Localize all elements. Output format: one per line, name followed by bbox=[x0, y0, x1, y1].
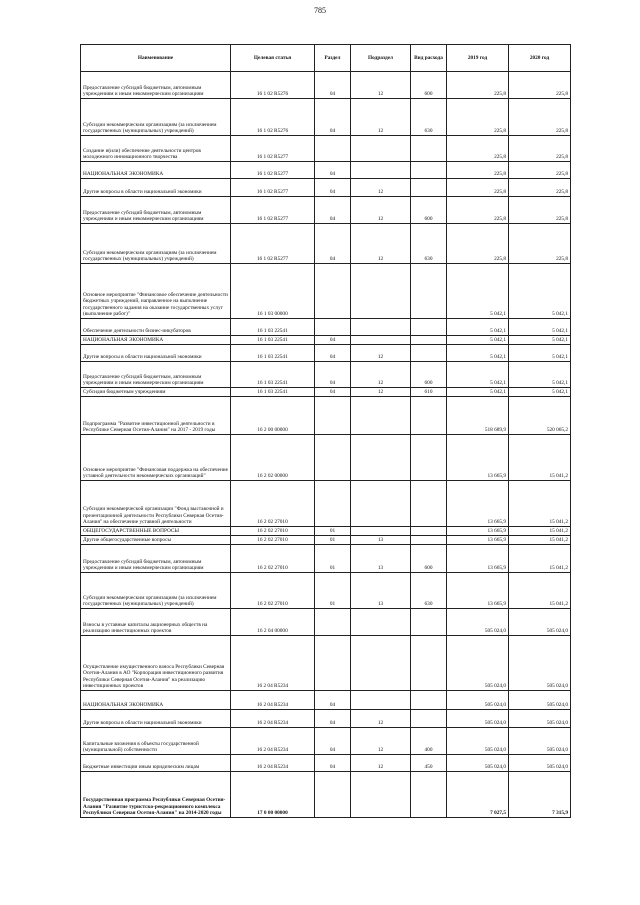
cell-name: НАЦИОНАЛЬНАЯ ЭКОНОМИКА bbox=[81, 336, 231, 345]
cell-section bbox=[315, 319, 351, 336]
cell-expense-type: 600 bbox=[411, 362, 447, 388]
cell-name: Взносы в уставные капиталы акционерных обществ на реализацию инвестиционных проектов bbox=[81, 609, 231, 636]
cell-name: Субсидии некоммерческим организациям (за исключением государственных (муниципальных) учреждений) bbox=[81, 573, 231, 609]
cell-2020: 225,8 bbox=[509, 99, 571, 136]
cell-2020: 5 042,1 bbox=[509, 319, 571, 336]
cell-subsection: 12 bbox=[351, 99, 411, 136]
cell-subsection bbox=[351, 527, 411, 536]
cell-target-article: 16 2 02 27010 bbox=[231, 573, 315, 609]
cell-section: 04 bbox=[315, 224, 351, 264]
header-name: Наименование bbox=[81, 45, 231, 72]
table-row bbox=[81, 397, 571, 435]
cell-subsection bbox=[351, 336, 411, 345]
cell-2020: 15 041,2 bbox=[509, 527, 571, 536]
cell-2019: 13 665,9 bbox=[447, 435, 509, 481]
cell-subsection: 13 bbox=[351, 545, 411, 573]
cell-2020: 15 041,2 bbox=[509, 545, 571, 573]
cell-target-article: 16 1 03 00000 bbox=[231, 264, 315, 319]
cell-expense-type bbox=[411, 636, 447, 691]
cell-section: 04 bbox=[315, 162, 351, 179]
cell-2019: 225,8 bbox=[447, 162, 509, 179]
cell-subsection bbox=[351, 136, 411, 162]
budget-table bbox=[80, 44, 571, 818]
cell-name: Другие общегосударственные вопросы bbox=[81, 536, 231, 545]
cell-subsection: 12 bbox=[351, 728, 411, 755]
cell-name: Субсидии некоммерческим организациям (за исключением государственных (муниципальных) учреждений) bbox=[81, 99, 231, 136]
table-row bbox=[81, 481, 571, 527]
cell-section: 04 bbox=[315, 728, 351, 755]
cell-expense-type: 600 bbox=[411, 72, 447, 99]
cell-target-article: 16 1 02 R5277 bbox=[231, 224, 315, 264]
cell-2019: 505 024,0 bbox=[447, 728, 509, 755]
cell-target-article: 16 1 03 22541 bbox=[231, 388, 315, 397]
cell-2019: 225,8 bbox=[447, 197, 509, 224]
cell-expense-type bbox=[411, 162, 447, 179]
cell-name: Предоставление субсидий бюджетным, автономным учреждениям и иным некоммерческим организациям bbox=[81, 545, 231, 573]
cell-name: Предоставление субсидий бюджетным, автономным учреждениям и иным некоммерческим организациям bbox=[81, 362, 231, 388]
cell-2020: 15 041,2 bbox=[509, 536, 571, 545]
cell-expense-type bbox=[411, 710, 447, 728]
cell-subsection: 12 bbox=[351, 179, 411, 197]
cell-target-article: 16 2 02 00000 bbox=[231, 435, 315, 481]
cell-section bbox=[315, 636, 351, 691]
cell-target-article: 16 1 02 R5276 bbox=[231, 72, 315, 99]
cell-subsection: 12 bbox=[351, 224, 411, 264]
cell-2019: 505 024,0 bbox=[447, 691, 509, 710]
cell-section: 04 bbox=[315, 197, 351, 224]
cell-2020: 5 042,1 bbox=[509, 388, 571, 397]
cell-2020: 225,8 bbox=[509, 224, 571, 264]
cell-subsection bbox=[351, 691, 411, 710]
table-row bbox=[81, 609, 571, 636]
cell-target-article: 16 2 02 27010 bbox=[231, 527, 315, 536]
table-row bbox=[81, 72, 571, 99]
table-row bbox=[81, 362, 571, 388]
cell-target-article: 16 2 00 00000 bbox=[231, 397, 315, 435]
cell-subsection: 12 bbox=[351, 72, 411, 99]
cell-2019: 13 665,9 bbox=[447, 573, 509, 609]
cell-expense-type bbox=[411, 691, 447, 710]
cell-subsection bbox=[351, 162, 411, 179]
cell-section bbox=[315, 136, 351, 162]
cell-section bbox=[315, 772, 351, 818]
cell-section: 01 bbox=[315, 545, 351, 573]
cell-section: 04 bbox=[315, 336, 351, 345]
cell-2020: 5 042,1 bbox=[509, 336, 571, 345]
cell-2019: 13 665,9 bbox=[447, 481, 509, 527]
cell-2020: 505 024,0 bbox=[509, 609, 571, 636]
cell-expense-type bbox=[411, 527, 447, 536]
cell-2019: 13 665,9 bbox=[447, 536, 509, 545]
cell-2020: 225,8 bbox=[509, 72, 571, 99]
cell-name: Обеспечение деятельности бизнес-инкубаторов bbox=[81, 319, 231, 336]
cell-expense-type: 630 bbox=[411, 224, 447, 264]
cell-section: 04 bbox=[315, 710, 351, 728]
cell-2019: 13 665,9 bbox=[447, 527, 509, 536]
table-row bbox=[81, 691, 571, 710]
table-row bbox=[81, 710, 571, 728]
cell-2019: 505 024,0 bbox=[447, 710, 509, 728]
cell-name: Субсидии некоммерческой организации "Фонд выставочной и презентационной деятельности Республики Северная Осетия-Алания" на обеспечение уставной деятельности bbox=[81, 481, 231, 527]
table-row bbox=[81, 136, 571, 162]
cell-expense-type bbox=[411, 136, 447, 162]
cell-name: Основное мероприятие "Финансовое обеспечение деятельности бюджетных учреждений, направленное на выполнение государственного задания на оказание государственных услуг (выполнение работ)" bbox=[81, 264, 231, 319]
table-row bbox=[81, 388, 571, 397]
cell-expense-type bbox=[411, 435, 447, 481]
cell-section: 04 bbox=[315, 72, 351, 99]
table-row bbox=[81, 545, 571, 573]
table-row bbox=[81, 573, 571, 609]
cell-2020: 225,8 bbox=[509, 197, 571, 224]
cell-2019: 7 027,5 bbox=[447, 772, 509, 818]
cell-2019: 225,8 bbox=[447, 136, 509, 162]
cell-2019: 225,8 bbox=[447, 179, 509, 197]
cell-section: 04 bbox=[315, 99, 351, 136]
cell-target-article: 16 2 02 27010 bbox=[231, 536, 315, 545]
cell-name: Осуществление имущественного взноса Республики Северная Осетия-Алания в АО "Корпорация инвестиционного развития Республики Северная Осетия-Алания" на реализацию инвестиционных проектов bbox=[81, 636, 231, 691]
cell-2019: 5 042,1 bbox=[447, 336, 509, 345]
cell-2019: 5 042,1 bbox=[447, 319, 509, 336]
table-row bbox=[81, 755, 571, 772]
cell-2019: 5 042,1 bbox=[447, 264, 509, 319]
table-row bbox=[81, 264, 571, 319]
cell-name: Основное мероприятие "Финансовая поддержка на обеспечение уставной деятельности некоммерческих организаций" bbox=[81, 435, 231, 481]
cell-2019: 505 024,0 bbox=[447, 755, 509, 772]
cell-2019: 225,8 bbox=[447, 99, 509, 136]
cell-target-article: 16 2 02 27010 bbox=[231, 481, 315, 527]
cell-name: Другие вопросы в области национальной экономики bbox=[81, 179, 231, 197]
cell-section: 04 bbox=[315, 362, 351, 388]
cell-2020: 520 065,2 bbox=[509, 397, 571, 435]
cell-section bbox=[315, 609, 351, 636]
cell-target-article: 16 1 03 22541 bbox=[231, 362, 315, 388]
cell-2019: 5 042,1 bbox=[447, 388, 509, 397]
cell-expense-type bbox=[411, 609, 447, 636]
cell-subsection bbox=[351, 319, 411, 336]
cell-subsection bbox=[351, 264, 411, 319]
cell-2020: 505 024,0 bbox=[509, 636, 571, 691]
cell-subsection: 12 bbox=[351, 755, 411, 772]
cell-name: НАЦИОНАЛЬНАЯ ЭКОНОМИКА bbox=[81, 162, 231, 179]
header-expense-type: Вид расхода bbox=[411, 45, 447, 72]
cell-name: Создание и(или) обеспечение деятельности центров молодежного инновационного творчества bbox=[81, 136, 231, 162]
cell-section bbox=[315, 481, 351, 527]
cell-target-article: 16 2 04 R5234 bbox=[231, 755, 315, 772]
cell-2020: 225,8 bbox=[509, 179, 571, 197]
table-row bbox=[81, 772, 571, 818]
cell-2019: 5 042,1 bbox=[447, 345, 509, 362]
table-row bbox=[81, 179, 571, 197]
cell-name: Бюджетные инвестиции иным юридическим лицам bbox=[81, 755, 231, 772]
cell-2019: 505 024,0 bbox=[447, 636, 509, 691]
cell-subsection bbox=[351, 772, 411, 818]
cell-2020: 225,8 bbox=[509, 136, 571, 162]
cell-subsection: 12 bbox=[351, 710, 411, 728]
cell-subsection bbox=[351, 609, 411, 636]
header-target-article: Целевая статья bbox=[231, 45, 315, 72]
cell-section: 04 bbox=[315, 345, 351, 362]
cell-name: НАЦИОНАЛЬНАЯ ЭКОНОМИКА bbox=[81, 691, 231, 710]
cell-target-article: 16 1 03 22541 bbox=[231, 345, 315, 362]
cell-target-article: 16 1 02 R5277 bbox=[231, 136, 315, 162]
cell-section: 04 bbox=[315, 755, 351, 772]
header-year-2020: 2020 год bbox=[509, 45, 571, 72]
header-section: Раздел bbox=[315, 45, 351, 72]
cell-expense-type bbox=[411, 319, 447, 336]
cell-subsection bbox=[351, 481, 411, 527]
cell-target-article: 16 1 02 R5277 bbox=[231, 162, 315, 179]
table-row bbox=[81, 345, 571, 362]
cell-2020: 505 024,0 bbox=[509, 728, 571, 755]
cell-expense-type bbox=[411, 336, 447, 345]
table-row bbox=[81, 336, 571, 345]
cell-target-article: 16 1 02 R5276 bbox=[231, 99, 315, 136]
cell-target-article: 16 1 02 R5277 bbox=[231, 179, 315, 197]
cell-target-article: 16 2 04 R5234 bbox=[231, 728, 315, 755]
cell-subsection: 12 bbox=[351, 362, 411, 388]
cell-expense-type bbox=[411, 264, 447, 319]
cell-2020: 15 041,2 bbox=[509, 481, 571, 527]
table-row bbox=[81, 224, 571, 264]
cell-target-article: 16 2 04 R5234 bbox=[231, 636, 315, 691]
cell-2020: 505 024,0 bbox=[509, 710, 571, 728]
cell-subsection: 12 bbox=[351, 388, 411, 397]
cell-expense-type: 400 bbox=[411, 728, 447, 755]
table-body bbox=[81, 72, 571, 818]
cell-name: Подпрограмма "Развитие инвестиционной деятельности в Республике Северная Осетия-Алания" на 2017 - 2019 годы bbox=[81, 397, 231, 435]
cell-subsection bbox=[351, 397, 411, 435]
cell-2019: 505 024,0 bbox=[447, 609, 509, 636]
cell-name: Предоставление субсидий бюджетным, автономным учреждениям и иным некоммерческим организациям bbox=[81, 197, 231, 224]
cell-section bbox=[315, 397, 351, 435]
cell-target-article: 16 1 03 22541 bbox=[231, 319, 315, 336]
cell-name: Капитальные вложения в объекты государственной (муниципальной) собственности bbox=[81, 728, 231, 755]
cell-2020: 5 042,1 bbox=[509, 362, 571, 388]
cell-section bbox=[315, 264, 351, 319]
cell-2019: 13 665,9 bbox=[447, 545, 509, 573]
table-row bbox=[81, 162, 571, 179]
cell-target-article: 16 2 04 00000 bbox=[231, 609, 315, 636]
cell-name: Другие вопросы в области национальной экономики bbox=[81, 345, 231, 362]
table-row bbox=[81, 319, 571, 336]
cell-2020: 7 315,9 bbox=[509, 772, 571, 818]
cell-name: Предоставление субсидий бюджетным, автономным учреждениям и иным некоммерческим организациям bbox=[81, 72, 231, 99]
cell-target-article: 16 2 04 R5234 bbox=[231, 691, 315, 710]
cell-name: Субсидии некоммерческим организациям (за исключением государственных (муниципальных) учреждений) bbox=[81, 224, 231, 264]
cell-section: 01 bbox=[315, 573, 351, 609]
cell-subsection: 12 bbox=[351, 345, 411, 362]
cell-expense-type bbox=[411, 345, 447, 362]
cell-expense-type bbox=[411, 179, 447, 197]
cell-section: 01 bbox=[315, 536, 351, 545]
cell-2020: 505 024,0 bbox=[509, 691, 571, 710]
cell-section: 01 bbox=[315, 527, 351, 536]
cell-2019: 5 042,1 bbox=[447, 362, 509, 388]
table-row bbox=[81, 636, 571, 691]
cell-2020: 505 024,0 bbox=[509, 755, 571, 772]
table-row bbox=[81, 728, 571, 755]
cell-section bbox=[315, 435, 351, 481]
cell-subsection: 13 bbox=[351, 536, 411, 545]
cell-expense-type bbox=[411, 772, 447, 818]
table-row bbox=[81, 99, 571, 136]
cell-2020: 225,8 bbox=[509, 162, 571, 179]
cell-expense-type bbox=[411, 481, 447, 527]
cell-subsection bbox=[351, 435, 411, 481]
table-row bbox=[81, 536, 571, 545]
cell-expense-type bbox=[411, 536, 447, 545]
cell-2020: 5 042,1 bbox=[509, 345, 571, 362]
cell-section: 04 bbox=[315, 388, 351, 397]
cell-expense-type: 600 bbox=[411, 197, 447, 224]
cell-expense-type: 450 bbox=[411, 755, 447, 772]
cell-2020: 15 041,2 bbox=[509, 573, 571, 609]
cell-expense-type bbox=[411, 397, 447, 435]
cell-subsection: 12 bbox=[351, 197, 411, 224]
cell-2019: 225,8 bbox=[447, 72, 509, 99]
cell-name: Субсидии бюджетным учреждениям bbox=[81, 388, 231, 397]
cell-target-article: 16 1 03 22541 bbox=[231, 336, 315, 345]
cell-subsection: 13 bbox=[351, 573, 411, 609]
cell-name: Государственная программа Республики Северная Осетия-Алания "Развитие туристско-рекреационного комплекса Республики Северная Осетия-Алания" на 2014-2020 годы bbox=[81, 772, 231, 818]
cell-expense-type: 630 bbox=[411, 573, 447, 609]
cell-target-article: 17 0 00 00000 bbox=[231, 772, 315, 818]
cell-target-article: 16 2 02 27010 bbox=[231, 545, 315, 573]
cell-section: 04 bbox=[315, 179, 351, 197]
table-row bbox=[81, 197, 571, 224]
page-number: 785 bbox=[314, 6, 326, 15]
header-year-2019: 2019 год bbox=[447, 45, 509, 72]
cell-2019: 518 689,9 bbox=[447, 397, 509, 435]
table-row bbox=[81, 527, 571, 536]
cell-2020: 5 042,1 bbox=[509, 264, 571, 319]
cell-2019: 225,8 bbox=[447, 224, 509, 264]
cell-expense-type: 630 bbox=[411, 99, 447, 136]
table-header-row bbox=[81, 45, 571, 72]
cell-name: ОБЩЕГОСУДАРСТВЕННЫЕ ВОПРОСЫ bbox=[81, 527, 231, 536]
header-subsection: Подраздел bbox=[351, 45, 411, 72]
cell-target-article: 16 2 04 R5234 bbox=[231, 710, 315, 728]
cell-subsection bbox=[351, 636, 411, 691]
cell-name: Другие вопросы в области национальной экономики bbox=[81, 710, 231, 728]
table-row bbox=[81, 435, 571, 481]
cell-expense-type: 600 bbox=[411, 545, 447, 573]
cell-target-article: 16 1 02 R5277 bbox=[231, 197, 315, 224]
cell-section: 04 bbox=[315, 691, 351, 710]
cell-expense-type: 610 bbox=[411, 388, 447, 397]
cell-2020: 15 041,2 bbox=[509, 435, 571, 481]
